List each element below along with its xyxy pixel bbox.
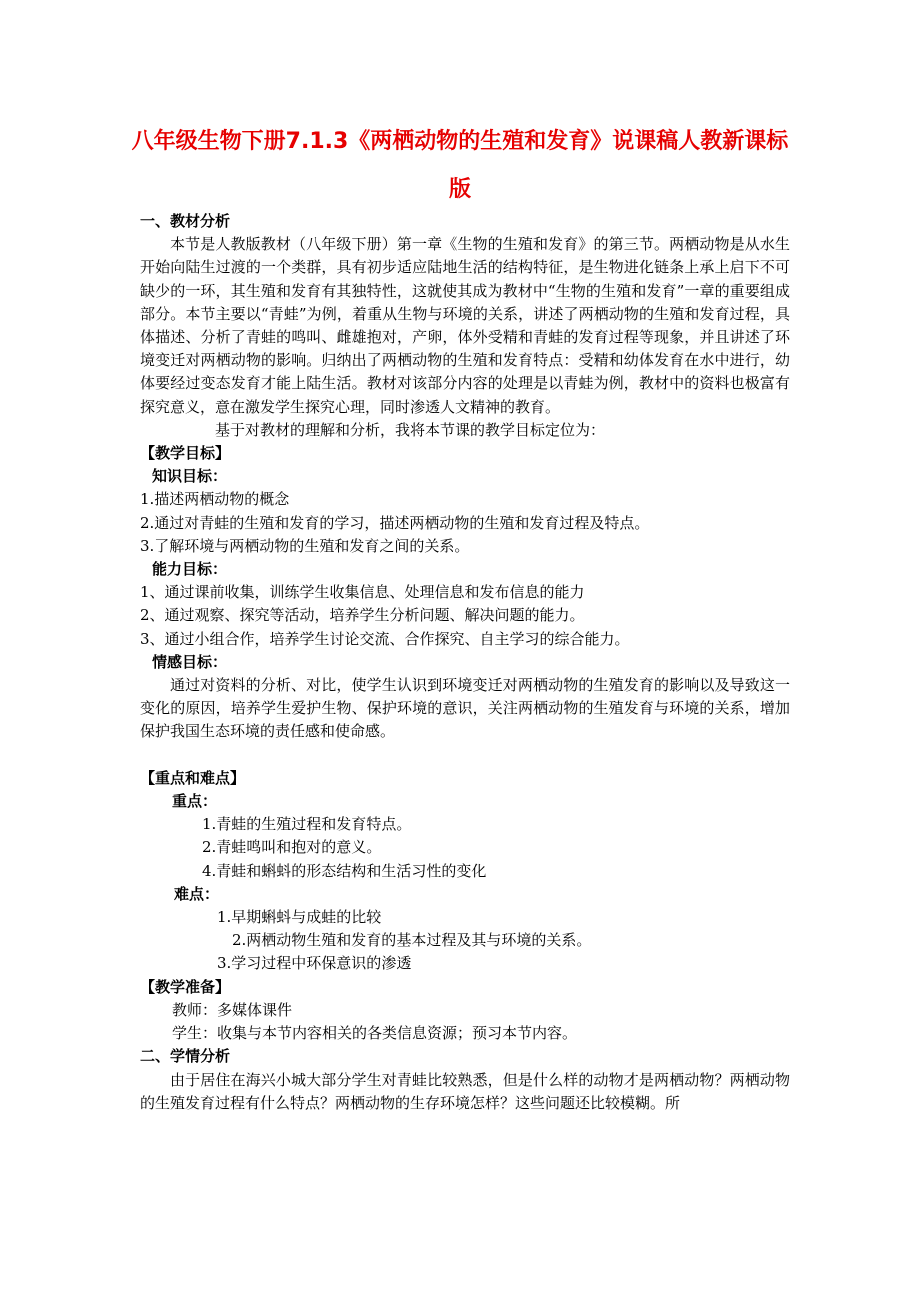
list-item: 3.了解环境与两栖动物的生殖和发育之间的关系。: [140, 536, 470, 555]
list-item: 2.青蛙鸣叫和抱对的意义。: [202, 838, 382, 857]
heading-teaching-goals: 【教学目标】: [140, 444, 231, 463]
list-item: 4.青蛙和蝌蚪的形态结构和生活习性的变化: [202, 861, 487, 880]
heading-teaching-prep: 【教学准备】: [140, 977, 231, 996]
paragraph-goal-intro: 基于对教材的理解和分析，我将本节课的教学目标定位为：: [215, 420, 606, 439]
section-heading-textbook-analysis: 一、教材分析: [140, 212, 231, 230]
paragraph-emotion-goals: 通过对资料的分析、对比，使学生认识到环境变迁对两栖动物的生殖发育的影响以及导致这一变化的原因，培养学生爱护生物、保护环境的意识，关注两栖动物的生殖发育与环境的关系，增加保护我国生态环境的责任感和使命感。: [140, 676, 790, 741]
prep-student: 学生：收集与本节内容相关的各类信息资源；预习本节内容。: [172, 1024, 578, 1043]
paragraph-student-analysis: 由于居住在海兴小城大部分学生对青蛙比较熟悉，但是什么样的动物才是两栖动物？两栖动物的生殖发育过程有什么特点？两栖动物的生存环境怎样？这些问题还比较模糊。所: [140, 1070, 790, 1112]
list-item: 1、通过课前收集，训练学生收集信息、处理信息和发布信息的能力: [140, 583, 585, 602]
list-item: 1.描述两栖动物的概念: [140, 490, 290, 509]
list-item: 1.早期蝌蚪与成蛙的比较: [217, 908, 382, 927]
list-item: 2、通过观察、探究等活动，培养学生分析问题、解决问题的能力。: [140, 606, 585, 625]
prep-teacher: 教师：多媒体课件: [172, 1000, 293, 1019]
list-item: 2.两栖动物生殖和发育的基本过程及其与环境的关系。: [232, 931, 592, 950]
subheading-difficulty: 难点：: [174, 884, 220, 903]
document-title: 八年级生物下册7.1.3《两栖动物的生殖和发育》说课稿人教新课标版: [131, 129, 789, 202]
subheading-emotion-goals: 情感目标：: [152, 652, 228, 671]
list-item: 3.学习过程中环保意识的渗透: [217, 954, 412, 973]
list-item: 2.通过对青蛙的生殖和发育的学习，描述两栖动物的生殖和发育过程及特点。: [140, 513, 650, 532]
list-item: 3、通过小组合作，培养学生讨论交流、合作探究、自主学习的综合能力。: [140, 629, 630, 648]
document-body: [140, 210, 790, 1115]
subheading-knowledge-goals: 知识目标：: [152, 467, 228, 486]
subheading-ability-goals: 能力目标：: [152, 560, 228, 579]
heading-key-points: 【重点和难点】: [140, 768, 246, 787]
list-item: 1.青蛙的生殖过程和发育特点。: [202, 815, 412, 834]
section-heading-student-analysis: 二、学情分析: [140, 1047, 231, 1066]
subheading-key: 重点：: [172, 792, 218, 811]
paragraph-textbook-analysis: 本节是人教版教材（八年级下册）第一章《生物的生殖和发育》的第三节。两栖动物是从水生开始向陆生过渡的一个类群，具有初步适应陆地生活的结构特征，是生物进化链条上承上启下不可缺少的一环，其生殖和发育有其独特性，这就使其成为教材中“生物的生殖和发育”一章的重要组成部分。本节主要以“青蛙”为例，着重从生物与环境的关系，讲述了两栖动物的生殖和发育过程，具体描述、分析了青蛙的鸣叫、雌雄抱对，产卵，体外受精和青蛙的发育过程等现象，并且讲述了环境变迁对两栖动物的影响。归纳出了两栖动物的生殖和发育特点：受精和幼体发育在水中进行，幼体要经过变态发育才能上陆生活。教材对该部分内容的处理是以青蛙为例，教材中的资料也极富有探究意义，意在激发学生探究心理，同时渗透人文精神的教育。: [140, 235, 790, 416]
